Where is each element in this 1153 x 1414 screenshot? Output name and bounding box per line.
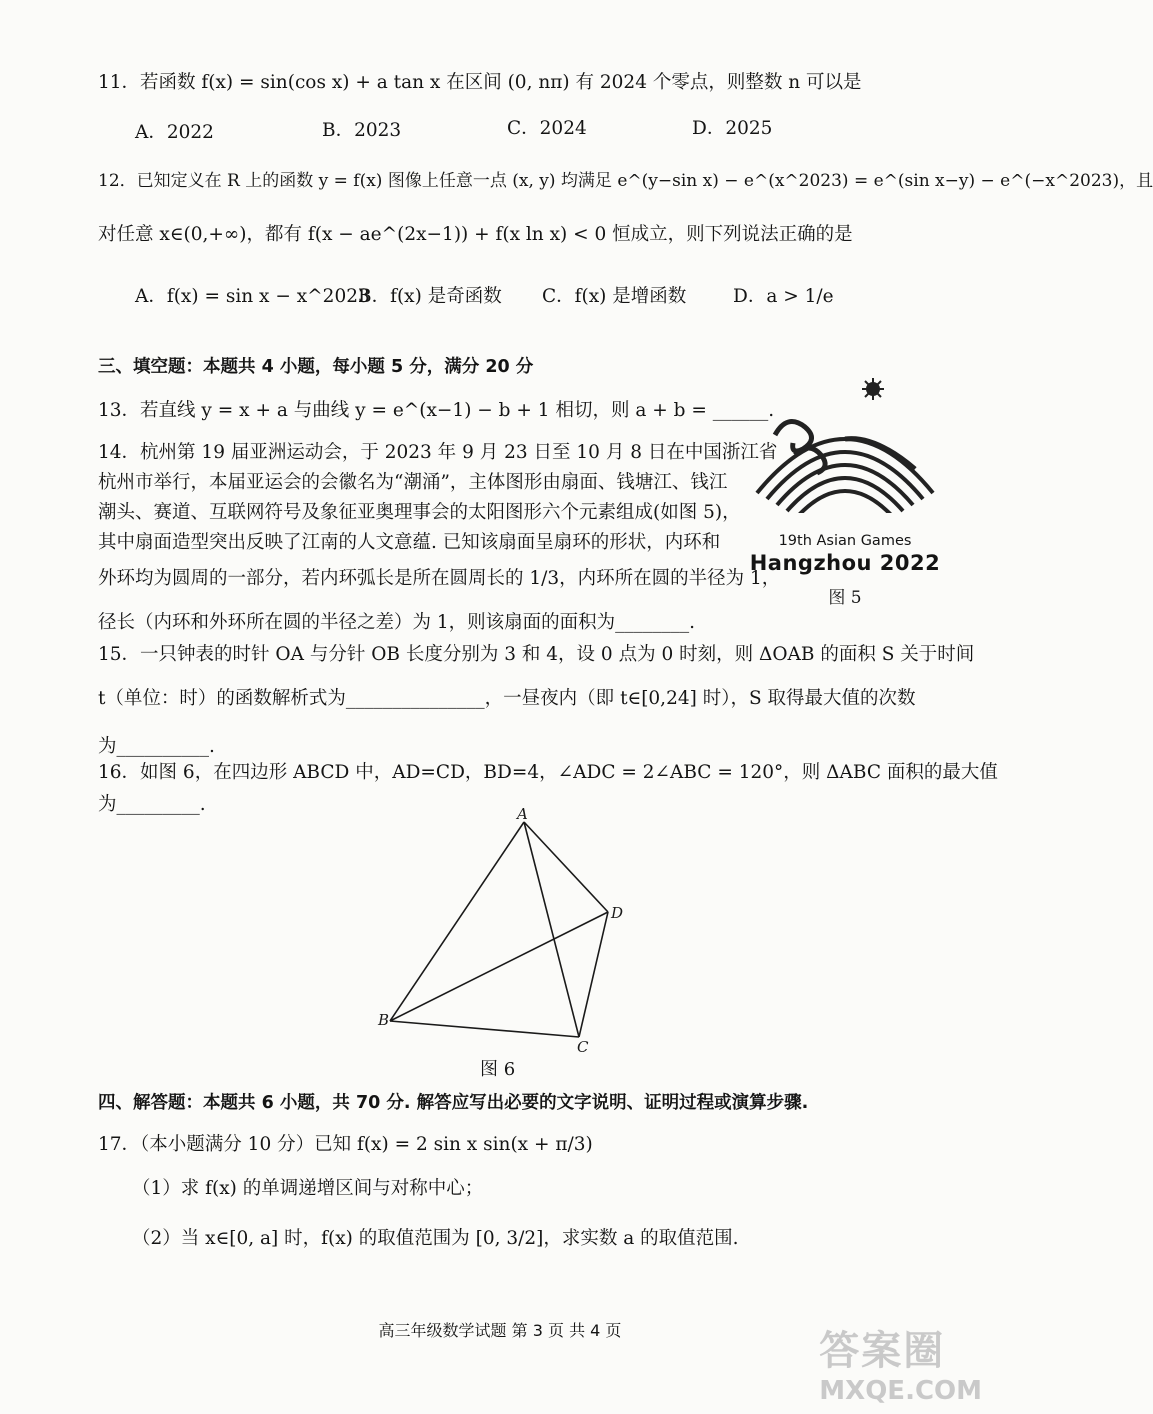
figure-5-caption: 图 5 xyxy=(828,588,862,608)
site-watermark xyxy=(819,1319,982,1406)
q14-line3: 潮头、赛道、互联网符号及象征亚奥理事会的太阳图形六个元素组成(如图 5)， xyxy=(98,502,741,523)
q15-line1: 15．一只钟表的时针 OA 与分针 OB 长度分别为 3 和 4，设 0 点为 0 时刻，则 ΔOAB 的面积 S 关于时间 xyxy=(98,644,975,665)
label-b: B xyxy=(378,1011,390,1029)
q11-option-a: A．2022 xyxy=(135,122,214,143)
q14-line4: 其中扇面造型突出反映了江南的人文意蕴. 已知该扇面呈扇环的形状，内环和 xyxy=(98,532,721,553)
q16-line1: 16．如图 6，在四边形 ABCD 中，AD=CD，BD=4，∠ADC = 2∠ABC = 120°，则 ΔABC 面积的最大值 xyxy=(98,762,998,783)
q12-stem-line2: 对任意 x∈(0,+∞)，都有 f(x − ae^(2x−1)) + f(x ln x) < 0 恒成立，则下列说法正确的是 xyxy=(98,224,853,245)
edge-da xyxy=(524,822,608,912)
q14-line5: 外环均为圆周的一部分，若内环弧长是所在圆周长的 1/3，内环所在圆的半径为 1， xyxy=(98,568,781,589)
q14-line6: 径长（内环和外环所在圆的半径之差）为 1，则该扇面的面积为________. xyxy=(98,612,696,633)
edge-bc xyxy=(390,1021,579,1037)
q16-line2: 为_________. xyxy=(98,794,206,815)
q12-stem-line1: 12．已知定义在 R 上的函数 y = f(x) 图像上任意一点 (x, y) 均满足 e^(y−sin x) − e^(x^2023) = e^(sin x−y) − e^(−x^2023)，且 xyxy=(98,171,1153,191)
q17-part1: （1）求 f(x) 的单调递增区间与对称中心； xyxy=(132,1178,484,1199)
q15-line3: 为__________. xyxy=(98,736,215,757)
q13-text: 13．若直线 y = x + a 与曲线 y = e^(x−1) − b + 1 相切，则 a + b = ______. xyxy=(98,400,775,421)
diagonal-bd xyxy=(390,912,608,1021)
section-3-heading: 三、填空题：本题共 4 小题，每小题 5 分，满分 20 分 xyxy=(98,357,534,377)
q11-option-b: B．2023 xyxy=(322,120,402,141)
edge-ab xyxy=(390,822,524,1021)
page-footer: 高三年级数学试题 第 3 页 共 4 页 xyxy=(378,1321,622,1340)
q14-line1: 14．杭州第 19 届亚洲运动会，于 2023 年 9 月 23 日至 10 月 8 日在中国浙江省 xyxy=(98,442,778,463)
q12-option-b: B．f(x) 是奇函数 xyxy=(358,286,502,307)
section-4-heading: 四、解答题：本题共 6 小题，共 70 分. 解答应写出必要的文字说明、证明过程或演算步骤. xyxy=(98,1093,809,1113)
label-d: D xyxy=(611,904,624,922)
asian-games-emblem xyxy=(745,375,945,615)
q17-stem: 17．（本小题满分 10 分）已知 f(x) = 2 sin x sin(x + π/3) xyxy=(98,1134,593,1155)
emblem-line1: 19th Asian Games xyxy=(778,533,912,549)
diagonal-ac xyxy=(524,822,579,1037)
watermark-line1: 答案圈 xyxy=(819,1328,946,1374)
q17-part2: （2）当 x∈[0, a] 时，f(x) 的取值范围为 [0, 3/2]，求实数 a 的取值范围. xyxy=(132,1228,739,1249)
watermark-line2: MXQE.COM xyxy=(819,1376,982,1406)
q12-option-a: A．f(x) = sin x − x^2023 xyxy=(135,286,370,307)
q14-line2: 杭州市举行，本届亚运会的会徽名为“潮涌”，主体图形由扇面、钱塘江、钱江 xyxy=(98,472,728,493)
q12-option-c: C．f(x) 是增函数 xyxy=(542,286,687,307)
q12-option-d: D．a > 1/e xyxy=(733,286,834,307)
figure-6-caption: 图 6 xyxy=(480,1059,516,1080)
emblem-logo-icon xyxy=(745,375,945,535)
q11-option-c: C．2024 xyxy=(507,118,587,139)
emblem-line2: Hangzhou 2022 xyxy=(749,551,941,575)
q11-stem: 11．若函数 f(x) = sin(cos x) + a tan x 在区间 (0, nπ) 有 2024 个零点，则整数 n 可以是 xyxy=(98,72,862,93)
edge-cd xyxy=(579,912,608,1037)
q11-option-d: D．2025 xyxy=(692,118,773,139)
label-c: C xyxy=(577,1038,589,1056)
q15-line2: t（单位：时）的函数解析式为_______________，一昼夜内（即 t∈[0,24] 时），S 取得最大值的次数 xyxy=(98,688,916,709)
label-a: A xyxy=(517,805,528,823)
